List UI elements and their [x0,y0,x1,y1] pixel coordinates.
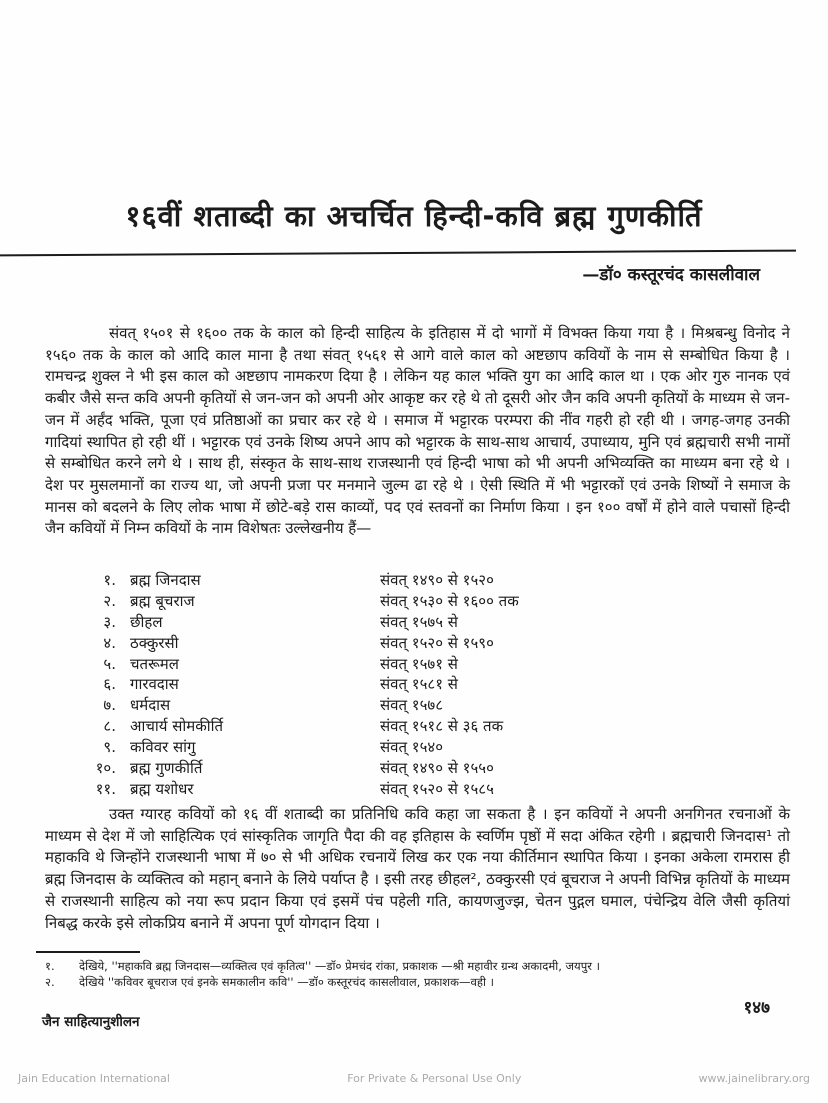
body-paragraph-1: संवत् १५०१ से १६०० तक के काल को हिन्दी साहित्य के इतिहास में दो भागों में विभक्त किया गया है । मिश्रबन्धु विनोद ने १५६० तक के काल को आदि काल माना है तथा संवत् १५६१ से आगे वाले काल को अष्टछाप कवियों के नाम से सम्बोधित किया है । रामचन्द्र शुक्ल ने भी इस काल को अष्टछाप नामकरण दिया है । लेकिन यह काल भक्ति युग का आदि काल था । एक ओर गुरु नानक एवं कबीर जैसे सन्त कवि अपनी कृतियों से जन-जन को अपनी ओर आकृष्ट कर रहे थे तो दूसरी ओर जैन कवि अपनी कृतियों के माध्यम से जन-जन में अर्हंद भक्ति, पूजा एवं प्रतिष्ठाओं का प्रचार कर रहे थे । समाज में भट्टारक परम्परा की नींव गहरी हो रही थी । जगह-जगह उनकी गादियां स्थापित हो रही थीं । भट्टारक एवं उनके शिष्य अपने आप को भट्टारक के साथ-साथ आचार्य, उपाध्याय, मुनि एवं ब्रह्मचारी सभी नामों से सम्बोधित करने लगे थे । साथ ही, संस्कृत के साथ-साथ राजस्थानी एवं हिन्दी भाषा को भी अपनी अभिव्यक्ति का माध्यम बना रहे थे । देश पर मुसलमानों का राज्य था, जो अपनी प्रजा पर मनमाने जुल्म ढा रहे थे । ऐसी स्थिति में भी भट्टारकों एवं उनके शिष्यों ने समाज के मानस को बदलने के लिए लोक भाषा में छोटे-बड़े रास काव्यों, पद एवं स्तवनों का निर्माण किया । इन १०० वर्षों में होने वाले पचासों हिन्दी जैन कवियों में निम्न कवियों के नाम विशेषतः उल्लेखनीय हैं— [45,324,790,538]
poet-list-item [88,716,708,737]
footnote-divider-rule [36,951,140,953]
body-paragraph-2: उक्त ग्यारह कवियों को १६ वीं शताब्दी का प्रतिनिधि कवि कहा जा सकता है । इन कवियों ने अपनी अनगिनत रचनाओं के माध्यम से देश में जो साहित्यिक एवं सांस्कृतिक जागृति पैदा की वह इतिहास के स्वर्णिम पृष्ठों में सदा अंकित रहेगी । ब्रह्मचारी जिनदास¹ तो महाकवि थे जिन्होंने राजस्थानी भाषा में ७० से भी अधिक रचनायें लिख कर एक नया कीर्तिमान स्थापित किया । इनका अकेला रामरास ही ब्रह्म जिनदास के व्यक्तित्व को महान् बनाने के लिये पर्याप्त है । इसी तरह छीहल², ठक्कुरसी एवं बूचराज ने अपनी विभिन्न कृतियों के माध्यम से राजस्थानी साहित्य को नया रूप प्रदान किया एवं इसमें पंच पहेली गति, कायणजुज्झ, चेतन पुद्गल घमाल, पंचेन्द्रिय वेलि जैसी कृतियां निबद्ध करके इसे लोकप्रिय बनाने में अपना पूर्ण योगदान दिया । [45,805,790,932]
poet-name: ठक्कुरसी [130,633,179,652]
poet-number: ८. [103,717,116,736]
poet-name: ब्रह्म गुणकीर्ति [130,759,203,778]
poet-name: चतरूमल [130,654,179,673]
poet-list-item [88,570,708,591]
journal-title: जैन साहित्यानुशीलन [42,1014,140,1030]
footnote-item [45,958,790,974]
page-number: १४७ [743,998,770,1018]
poet-number: ६. [103,675,116,694]
poet-period: संवत् १५७५ से [380,612,458,631]
poet-period: संवत् १५४० [380,738,443,757]
footnote-item [45,974,790,990]
poet-number: ५. [103,654,116,673]
poet-name: धर्मदास [130,696,171,715]
poet-list-item [88,591,708,612]
poet-list-item [88,633,708,654]
poet-list-item [88,695,708,716]
poet-list [88,570,708,800]
poet-name: ब्रह्म बूचराज [130,591,195,610]
poet-list-item [88,612,708,633]
footer-center-text: For Private & Personal Use Only [347,1072,522,1085]
article-title: १६वीं शताब्दी का अचर्चित हिन्दी-कवि ब्रह्म गुणकीर्ति [125,199,703,233]
poet-period: संवत् १५७८ [380,696,443,715]
poet-period: संवत् १४९० से १५२० [380,571,494,589]
poet-name: कविवर सांगु [130,738,196,757]
poet-name: ब्रह्म यशोधर [130,779,194,798]
poet-name: गारवदास [130,675,179,694]
poet-period: संवत् १५८१ से [380,675,458,694]
footnote-text: देखिये ''कविवर बूचराज एवं इनके समकालीन कवि'' —डॉ० कस्तूरचंद कासलीवाल, प्रकाशक—वही । [79,975,494,989]
footer-left-text: Jain Education International [18,1072,170,1085]
footer-right-text: www.jainelibrary.org [698,1072,810,1085]
poet-period: संवत् १५७१ से [380,654,458,673]
poet-list-item [88,674,708,695]
poet-number: १०. [95,759,116,778]
poet-number: १. [103,571,116,589]
poet-list-item [88,779,708,800]
scan-footer [0,1072,828,1085]
poet-number: ९. [103,738,116,757]
poet-name: ब्रह्म जिनदास [130,571,201,589]
poet-number: २. [103,591,116,610]
footnote-number: २. [45,975,55,989]
poet-list-item [88,737,708,758]
poet-number: ११. [95,779,116,798]
title-divider-rule [0,250,796,257]
footnotes [45,958,790,990]
poet-period: संवत् १५१८ से ३६ तक [380,717,504,736]
poet-period: संवत् १५३० से १६०० तक [380,591,519,610]
poet-list-item [88,654,708,675]
poet-period: संवत् १४९० से १५५० [380,759,494,778]
poet-number: ७. [103,696,116,715]
footnote-number: १. [45,959,55,973]
footnote-text: देखिये, ''महाकवि ब्रह्म जिनदास—व्यक्तित्व एवं कृतित्व'' —डॉ० प्रेमचंद रांका, प्रकाशक —श्री महावीर ग्रन्थ अकादमी, जयपुर । [79,959,600,973]
poet-name: आचार्य सोमकीर्ति [130,717,224,736]
poet-period: संवत् १५२० से १५९० [380,633,494,652]
poet-list-item [88,758,708,779]
author-byline: —डॉ० कस्तूरचंद कासलीवाल [582,265,760,285]
poet-number: ४. [103,633,116,652]
poet-name: छीहल [130,612,163,631]
poet-period: संवत् १५२० से १५८५ [380,779,494,798]
poet-number: ३. [103,612,116,631]
